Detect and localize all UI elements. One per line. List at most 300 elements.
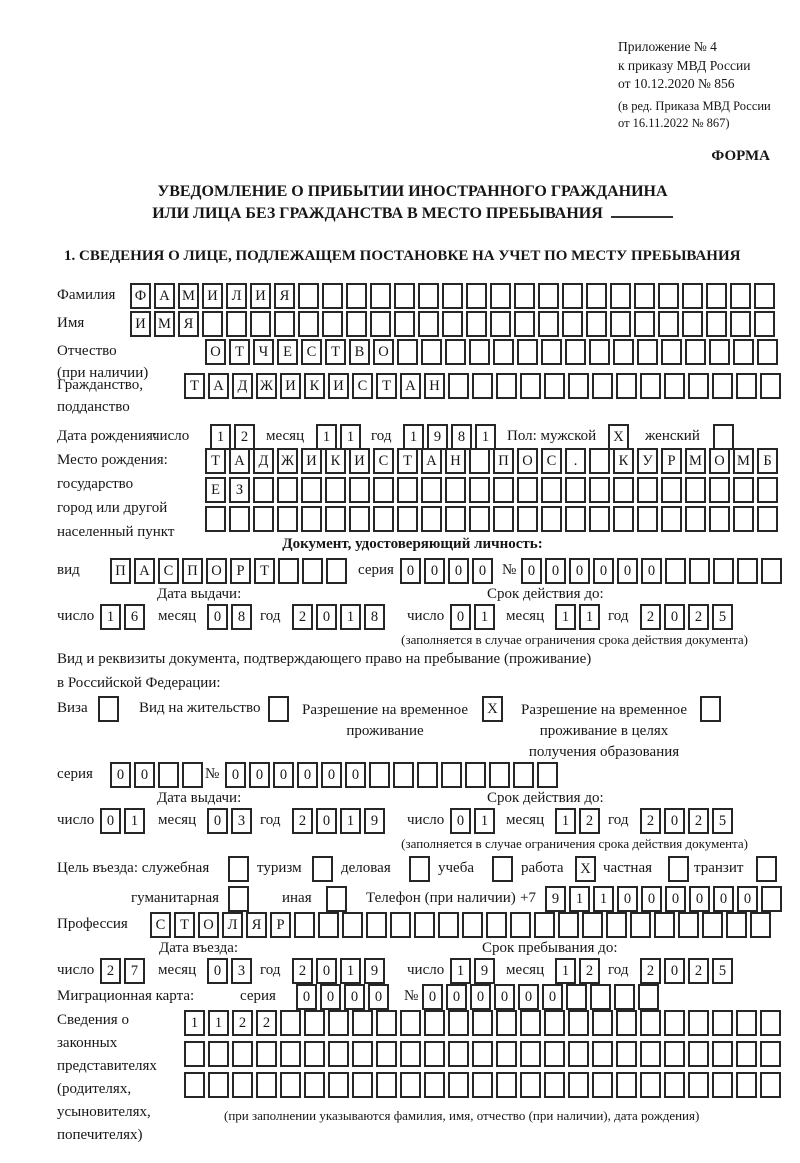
form-cell[interactable] (394, 311, 415, 337)
form-cell[interactable] (661, 506, 682, 532)
form-cell[interactable] (730, 283, 751, 309)
form-cell[interactable] (541, 477, 562, 503)
form-cell[interactable]: 0 (713, 886, 734, 912)
form-cell[interactable] (472, 373, 493, 399)
form-cell[interactable]: О (205, 339, 226, 365)
form-cell[interactable] (709, 477, 730, 503)
form-cell[interactable] (466, 311, 487, 337)
form-cell[interactable] (465, 762, 486, 788)
form-cell[interactable]: 1 (555, 604, 576, 630)
form-cell[interactable]: И (301, 448, 322, 474)
form-cell[interactable] (730, 311, 751, 337)
form-cell[interactable] (520, 1041, 541, 1067)
form-cell[interactable] (538, 311, 559, 337)
form-cell[interactable]: 0 (134, 762, 155, 788)
form-cell[interactable]: 2 (292, 958, 313, 984)
form-cell[interactable]: 8 (451, 424, 472, 450)
form-cell[interactable] (202, 311, 223, 337)
form-cell[interactable] (304, 1010, 325, 1036)
form-cell[interactable]: К (325, 448, 346, 474)
form-cell[interactable] (228, 886, 249, 912)
form-cell[interactable] (713, 558, 734, 584)
form-cell[interactable] (706, 283, 727, 309)
form-cell[interactable]: С (352, 373, 373, 399)
form-cell[interactable]: 0 (345, 762, 366, 788)
form-cell[interactable] (496, 1041, 517, 1067)
form-cell[interactable]: К (613, 448, 634, 474)
form-cell[interactable] (342, 912, 363, 938)
form-cell[interactable] (640, 1041, 661, 1067)
form-cell[interactable]: М (733, 448, 754, 474)
form-cell[interactable]: 2 (688, 958, 709, 984)
form-cell[interactable]: 0 (273, 762, 294, 788)
form-cell[interactable]: 2 (640, 604, 661, 630)
form-cell[interactable] (366, 912, 387, 938)
form-cell[interactable] (322, 311, 343, 337)
form-cell[interactable] (409, 856, 430, 882)
form-cell[interactable] (709, 339, 730, 365)
form-cell[interactable] (706, 311, 727, 337)
form-cell[interactable] (486, 912, 507, 938)
form-cell[interactable]: 9 (427, 424, 448, 450)
form-cell[interactable] (442, 311, 463, 337)
form-cell[interactable] (492, 856, 513, 882)
form-cell[interactable]: 2 (579, 808, 600, 834)
form-cell[interactable] (349, 477, 370, 503)
form-cell[interactable]: 2 (292, 604, 313, 630)
form-cell[interactable]: Ж (256, 373, 277, 399)
form-cell[interactable] (664, 373, 685, 399)
form-cell[interactable]: 1 (450, 958, 471, 984)
form-cell[interactable] (469, 477, 490, 503)
form-cell[interactable] (325, 477, 346, 503)
form-cell[interactable] (712, 1041, 733, 1067)
form-cell[interactable]: Я (246, 912, 267, 938)
form-cell[interactable]: 0 (344, 984, 365, 1010)
form-cell[interactable] (517, 339, 538, 365)
form-cell[interactable]: Е (277, 339, 298, 365)
form-cell[interactable] (638, 984, 659, 1010)
form-cell[interactable] (448, 1072, 469, 1098)
form-cell[interactable] (418, 311, 439, 337)
form-cell[interactable]: П (182, 558, 203, 584)
form-cell[interactable] (280, 1010, 301, 1036)
form-cell[interactable] (517, 477, 538, 503)
form-cell[interactable] (445, 506, 466, 532)
form-cell[interactable]: 0 (207, 808, 228, 834)
form-cell[interactable] (709, 506, 730, 532)
form-cell[interactable]: Н (424, 373, 445, 399)
form-cell[interactable] (277, 506, 298, 532)
form-cell[interactable] (228, 856, 249, 882)
form-cell[interactable] (418, 283, 439, 309)
form-cell[interactable] (568, 1072, 589, 1098)
form-cell[interactable] (562, 283, 583, 309)
form-cell[interactable] (208, 1041, 229, 1067)
form-cell[interactable] (326, 886, 347, 912)
form-cell[interactable]: 0 (446, 984, 467, 1010)
form-cell[interactable]: 0 (545, 558, 566, 584)
form-cell[interactable] (373, 506, 394, 532)
form-cell[interactable]: 1 (316, 424, 337, 450)
form-cell[interactable] (397, 477, 418, 503)
form-cell[interactable] (232, 1072, 253, 1098)
form-cell[interactable] (370, 283, 391, 309)
form-cell[interactable]: 8 (364, 604, 385, 630)
form-cell[interactable] (373, 477, 394, 503)
form-cell[interactable] (376, 1010, 397, 1036)
form-cell[interactable] (274, 311, 295, 337)
form-cell[interactable] (229, 506, 250, 532)
form-cell[interactable] (661, 477, 682, 503)
form-cell[interactable] (661, 339, 682, 365)
form-cell[interactable] (685, 339, 706, 365)
form-cell[interactable] (616, 1010, 637, 1036)
form-cell[interactable] (496, 373, 517, 399)
form-cell[interactable] (280, 1041, 301, 1067)
form-cell[interactable]: М (154, 311, 175, 337)
form-cell[interactable] (304, 1072, 325, 1098)
form-cell[interactable] (760, 1041, 781, 1067)
form-cell[interactable]: 1 (340, 808, 361, 834)
form-cell[interactable] (393, 762, 414, 788)
form-cell[interactable] (678, 912, 699, 938)
form-cell[interactable]: 0 (320, 984, 341, 1010)
form-cell[interactable]: И (250, 283, 271, 309)
form-cell[interactable] (421, 506, 442, 532)
form-cell[interactable] (562, 311, 583, 337)
form-cell[interactable] (700, 696, 721, 722)
form-cell[interactable] (613, 506, 634, 532)
form-cell[interactable]: 5 (712, 604, 733, 630)
form-cell[interactable] (514, 311, 535, 337)
form-cell[interactable]: 2 (292, 808, 313, 834)
form-cell[interactable] (712, 1010, 733, 1036)
form-cell[interactable] (736, 373, 757, 399)
form-cell[interactable]: С (541, 448, 562, 474)
form-cell[interactable]: О (206, 558, 227, 584)
form-cell[interactable]: 0 (593, 558, 614, 584)
form-cell[interactable]: Л (222, 912, 243, 938)
form-cell[interactable]: В (349, 339, 370, 365)
form-cell[interactable] (541, 506, 562, 532)
form-cell[interactable]: Д (232, 373, 253, 399)
form-cell[interactable]: 0 (665, 886, 686, 912)
form-cell[interactable] (352, 1041, 373, 1067)
form-cell[interactable] (256, 1041, 277, 1067)
form-cell[interactable]: 0 (569, 558, 590, 584)
form-cell[interactable] (685, 506, 706, 532)
form-cell[interactable]: П (493, 448, 514, 474)
form-cell[interactable]: 0 (450, 604, 471, 630)
form-cell[interactable]: 0 (400, 558, 421, 584)
form-cell[interactable]: 1 (124, 808, 145, 834)
form-cell[interactable]: Т (184, 373, 205, 399)
form-cell[interactable]: 0 (316, 808, 337, 834)
form-cell[interactable] (278, 558, 299, 584)
form-cell[interactable] (520, 1072, 541, 1098)
form-cell[interactable] (712, 1072, 733, 1098)
form-cell[interactable]: 9 (364, 958, 385, 984)
form-cell[interactable] (757, 477, 778, 503)
form-cell[interactable]: 0 (641, 558, 662, 584)
form-cell[interactable]: Р (661, 448, 682, 474)
form-cell[interactable]: 5 (712, 958, 733, 984)
form-cell[interactable] (566, 984, 587, 1010)
form-cell[interactable] (232, 1041, 253, 1067)
form-cell[interactable]: 3 (231, 958, 252, 984)
form-cell[interactable] (493, 506, 514, 532)
form-cell[interactable]: И (349, 448, 370, 474)
form-cell[interactable]: 0 (737, 886, 758, 912)
form-cell[interactable]: 2 (100, 958, 121, 984)
form-cell[interactable] (664, 1072, 685, 1098)
form-cell[interactable] (688, 373, 709, 399)
form-cell[interactable] (370, 311, 391, 337)
form-cell[interactable] (726, 912, 747, 938)
form-cell[interactable] (568, 373, 589, 399)
form-cell[interactable] (466, 283, 487, 309)
form-cell[interactable]: 2 (234, 424, 255, 450)
form-cell[interactable]: 1 (555, 808, 576, 834)
form-cell[interactable] (733, 339, 754, 365)
form-cell[interactable] (250, 311, 271, 337)
form-cell[interactable] (256, 1072, 277, 1098)
form-cell[interactable]: П (110, 558, 131, 584)
form-cell[interactable]: 0 (207, 958, 228, 984)
form-cell[interactable] (616, 373, 637, 399)
form-cell[interactable]: И (130, 311, 151, 337)
form-cell[interactable] (301, 506, 322, 532)
form-cell[interactable]: Я (178, 311, 199, 337)
form-cell[interactable]: Т (205, 448, 226, 474)
form-cell[interactable]: Т (174, 912, 195, 938)
form-cell[interactable]: И (328, 373, 349, 399)
form-cell[interactable]: 0 (472, 558, 493, 584)
form-cell[interactable] (541, 339, 562, 365)
form-cell[interactable] (582, 912, 603, 938)
form-cell[interactable]: 0 (316, 958, 337, 984)
form-cell[interactable] (294, 912, 315, 938)
form-cell[interactable] (614, 984, 635, 1010)
form-cell[interactable] (226, 311, 247, 337)
form-cell[interactable] (757, 506, 778, 532)
form-cell[interactable]: 0 (542, 984, 563, 1010)
form-cell[interactable] (328, 1041, 349, 1067)
form-cell[interactable]: 3 (231, 808, 252, 834)
form-cell[interactable] (606, 912, 627, 938)
form-cell[interactable] (592, 1072, 613, 1098)
form-cell[interactable] (630, 912, 651, 938)
form-cell[interactable]: 2 (232, 1010, 253, 1036)
form-cell[interactable] (472, 1010, 493, 1036)
form-cell[interactable] (736, 1072, 757, 1098)
form-cell[interactable]: 1 (593, 886, 614, 912)
form-cell[interactable]: 2 (688, 604, 709, 630)
form-cell[interactable] (298, 283, 319, 309)
form-cell[interactable] (301, 477, 322, 503)
form-cell[interactable] (496, 1010, 517, 1036)
form-cell[interactable]: 1 (403, 424, 424, 450)
form-cell[interactable] (565, 506, 586, 532)
form-cell[interactable] (736, 1010, 757, 1036)
form-cell[interactable] (445, 477, 466, 503)
form-cell[interactable] (589, 448, 610, 474)
form-cell[interactable]: 0 (664, 808, 685, 834)
form-cell[interactable] (568, 1041, 589, 1067)
form-cell[interactable] (397, 506, 418, 532)
form-cell[interactable] (537, 762, 558, 788)
form-cell[interactable]: К (304, 373, 325, 399)
form-cell[interactable] (637, 477, 658, 503)
form-cell[interactable]: Е (205, 477, 226, 503)
form-cell[interactable] (182, 762, 203, 788)
form-cell[interactable] (668, 856, 689, 882)
form-cell[interactable]: 0 (297, 762, 318, 788)
form-cell[interactable] (664, 1010, 685, 1036)
form-cell[interactable]: 0 (207, 604, 228, 630)
form-cell[interactable]: 2 (256, 1010, 277, 1036)
form-cell[interactable] (568, 1010, 589, 1036)
form-cell[interactable] (490, 311, 511, 337)
form-cell[interactable] (400, 1010, 421, 1036)
form-cell[interactable] (754, 283, 775, 309)
form-cell[interactable]: 0 (316, 604, 337, 630)
form-cell[interactable] (689, 558, 710, 584)
form-cell[interactable] (538, 283, 559, 309)
form-cell[interactable] (469, 339, 490, 365)
form-cell[interactable] (417, 762, 438, 788)
form-cell[interactable]: З (229, 477, 250, 503)
form-cell[interactable] (376, 1041, 397, 1067)
form-cell[interactable] (760, 373, 781, 399)
form-cell[interactable]: 9 (364, 808, 385, 834)
form-cell[interactable]: 0 (641, 886, 662, 912)
form-cell[interactable]: А (229, 448, 250, 474)
form-cell[interactable] (493, 339, 514, 365)
form-cell[interactable] (376, 1072, 397, 1098)
form-cell[interactable]: 1 (208, 1010, 229, 1036)
form-cell[interactable] (592, 373, 613, 399)
form-cell[interactable]: О (517, 448, 538, 474)
form-cell[interactable] (637, 506, 658, 532)
form-cell[interactable]: 0 (518, 984, 539, 1010)
form-cell[interactable] (586, 311, 607, 337)
form-cell[interactable] (665, 558, 686, 584)
form-cell[interactable] (397, 339, 418, 365)
form-cell[interactable] (664, 1041, 685, 1067)
form-cell[interactable] (510, 912, 531, 938)
form-cell[interactable] (352, 1072, 373, 1098)
form-cell[interactable] (472, 1072, 493, 1098)
form-cell[interactable]: Р (230, 558, 251, 584)
form-cell[interactable]: 5 (712, 808, 733, 834)
form-cell[interactable]: 0 (664, 604, 685, 630)
form-cell[interactable]: 9 (545, 886, 566, 912)
form-cell[interactable]: 0 (249, 762, 270, 788)
form-cell[interactable]: 0 (424, 558, 445, 584)
form-cell[interactable] (760, 1072, 781, 1098)
form-cell[interactable]: 7 (124, 958, 145, 984)
form-cell[interactable] (414, 912, 435, 938)
form-cell[interactable] (253, 506, 274, 532)
form-cell[interactable]: 0 (617, 886, 638, 912)
form-cell[interactable]: 6 (124, 604, 145, 630)
form-cell[interactable]: 1 (579, 604, 600, 630)
form-cell[interactable] (736, 1041, 757, 1067)
form-cell[interactable] (442, 283, 463, 309)
form-cell[interactable] (489, 762, 510, 788)
form-cell[interactable]: Ч (253, 339, 274, 365)
form-cell[interactable]: Т (325, 339, 346, 365)
form-cell[interactable] (733, 477, 754, 503)
form-cell[interactable] (713, 424, 734, 450)
form-cell[interactable]: Д (253, 448, 274, 474)
form-cell[interactable]: А (400, 373, 421, 399)
form-cell[interactable] (565, 339, 586, 365)
form-cell[interactable]: А (134, 558, 155, 584)
form-cell[interactable] (544, 1041, 565, 1067)
form-cell[interactable] (98, 696, 119, 722)
form-cell[interactable] (462, 912, 483, 938)
form-cell[interactable] (712, 373, 733, 399)
form-cell[interactable]: 1 (340, 604, 361, 630)
form-cell[interactable] (702, 912, 723, 938)
form-cell[interactable] (441, 762, 462, 788)
form-cell[interactable] (520, 1010, 541, 1036)
form-cell[interactable] (590, 984, 611, 1010)
form-cell[interactable] (610, 283, 631, 309)
form-cell[interactable] (448, 1010, 469, 1036)
form-cell[interactable]: X (482, 696, 503, 722)
form-cell[interactable] (658, 283, 679, 309)
form-cell[interactable]: И (280, 373, 301, 399)
form-cell[interactable] (445, 339, 466, 365)
form-cell[interactable]: Л (226, 283, 247, 309)
form-cell[interactable]: Т (397, 448, 418, 474)
form-cell[interactable]: Н (445, 448, 466, 474)
form-cell[interactable]: И (202, 283, 223, 309)
form-cell[interactable] (390, 912, 411, 938)
form-cell[interactable]: Т (376, 373, 397, 399)
form-cell[interactable] (496, 1072, 517, 1098)
form-cell[interactable] (424, 1072, 445, 1098)
form-cell[interactable]: 1 (100, 604, 121, 630)
form-cell[interactable]: А (421, 448, 442, 474)
form-cell[interactable] (328, 1072, 349, 1098)
form-cell[interactable] (654, 912, 675, 938)
form-cell[interactable]: 0 (296, 984, 317, 1010)
form-cell[interactable] (616, 1072, 637, 1098)
form-cell[interactable] (298, 311, 319, 337)
form-cell[interactable]: 1 (210, 424, 231, 450)
form-cell[interactable] (634, 283, 655, 309)
form-cell[interactable] (640, 1010, 661, 1036)
form-cell[interactable]: 0 (368, 984, 389, 1010)
form-cell[interactable] (640, 373, 661, 399)
form-cell[interactable]: А (208, 373, 229, 399)
form-cell[interactable]: 0 (617, 558, 638, 584)
form-cell[interactable]: 0 (110, 762, 131, 788)
form-cell[interactable]: Б (757, 448, 778, 474)
form-cell[interactable] (544, 373, 565, 399)
form-cell[interactable]: Р (270, 912, 291, 938)
form-cell[interactable] (302, 558, 323, 584)
form-cell[interactable] (493, 477, 514, 503)
form-cell[interactable]: 0 (689, 886, 710, 912)
form-cell[interactable] (760, 1010, 781, 1036)
form-cell[interactable] (424, 1041, 445, 1067)
